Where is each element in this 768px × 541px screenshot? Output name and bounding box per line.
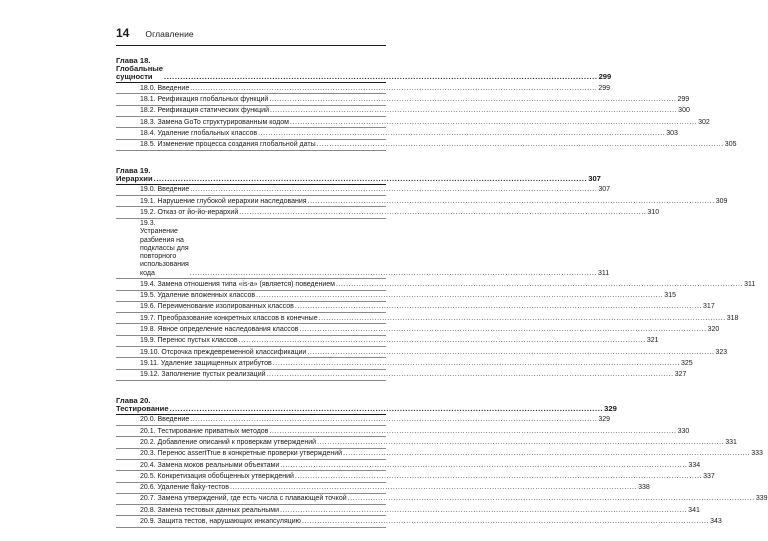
entry-label: 19.5. Удаление вложенных классов bbox=[140, 292, 256, 300]
toc-entry[interactable] bbox=[116, 426, 690, 437]
entry-label bbox=[140, 220, 189, 277]
entry-page: 299 bbox=[677, 96, 690, 103]
leader-dots bbox=[317, 439, 724, 447]
leader-dots bbox=[267, 371, 674, 379]
entry-page: 325 bbox=[680, 359, 693, 367]
leader-dots bbox=[280, 507, 687, 515]
leader-dots bbox=[258, 130, 665, 138]
entry-page: 303 bbox=[666, 129, 678, 137]
toc-entry[interactable] bbox=[116, 505, 700, 516]
leader-dots bbox=[154, 175, 588, 183]
leader-dots bbox=[230, 484, 637, 492]
entry-label: 18.0. Введение bbox=[140, 84, 190, 92]
chapter-20 bbox=[116, 394, 768, 528]
entry-page: 343 bbox=[710, 518, 722, 526]
chapter-page: 299 bbox=[598, 72, 612, 82]
toc-entry[interactable] bbox=[116, 196, 728, 207]
toc-entry[interactable] bbox=[116, 483, 650, 494]
leader-dots bbox=[336, 281, 743, 289]
leader-dots bbox=[256, 292, 663, 300]
entry-label: 20.9. Защита тестов, нарушающих инкапсуляцию bbox=[140, 518, 301, 526]
leader-dots bbox=[308, 198, 715, 206]
toc-entry[interactable] bbox=[116, 207, 660, 218]
entry-label: 19.4. Замена отношения типа «is-a» (является) поведением bbox=[140, 280, 335, 288]
entry-label: 19.8. Явное определение наследования классов bbox=[140, 325, 299, 333]
toc-entry[interactable] bbox=[116, 358, 693, 369]
toc-entry[interactable] bbox=[116, 302, 715, 313]
toc-entry[interactable] bbox=[116, 415, 611, 426]
leader-dots bbox=[170, 405, 604, 413]
leader-dots bbox=[270, 107, 677, 115]
entry-label: 20.1. Тестирование приватных методов bbox=[140, 427, 269, 435]
leader-dots bbox=[190, 416, 597, 424]
table-of-contents bbox=[116, 54, 768, 541]
entry-page: 330 bbox=[677, 427, 690, 435]
leader-dots bbox=[164, 73, 598, 81]
leader-dots bbox=[317, 141, 724, 149]
entry-label: 19.12. Заполнение пустых реализаций bbox=[140, 371, 266, 379]
leader-dots bbox=[295, 303, 702, 311]
toc-entry[interactable] bbox=[116, 324, 720, 335]
entry-label: 19.11. Удаление защищенных атрибутов bbox=[140, 359, 272, 367]
entry-page: 300 bbox=[678, 107, 690, 115]
entry-label: 18.4. Удаление глобальных классов bbox=[140, 129, 258, 137]
entry-label: 20.4. Замена моков реальными объектами bbox=[140, 461, 280, 469]
entry-page: 302 bbox=[698, 118, 710, 126]
entry-page: 311 bbox=[597, 269, 610, 277]
entry-label: 19.9. Перенос пустых классов bbox=[140, 337, 238, 345]
chapter-19 bbox=[116, 164, 756, 381]
leader-dots bbox=[290, 119, 697, 127]
toc-entry[interactable] bbox=[116, 437, 737, 448]
toc-entry[interactable] bbox=[116, 449, 763, 460]
leader-dots bbox=[190, 85, 597, 93]
chapter-heading[interactable] bbox=[116, 394, 617, 415]
entry-page: 327 bbox=[674, 371, 687, 379]
entry-label-line-1: 19.3. Устранение разбиения на подклассы для повторного bbox=[140, 220, 189, 261]
leader-dots bbox=[269, 96, 676, 104]
entry-page: 309 bbox=[715, 197, 728, 205]
entry-label-line-2: использования кода bbox=[140, 261, 189, 277]
toc-entry[interactable] bbox=[116, 117, 710, 128]
toc-entry[interactable] bbox=[116, 370, 687, 381]
entry-label: 20.0. Введение bbox=[140, 416, 190, 424]
entry-label: 19.10. Отсрочка преждевременной классификации bbox=[140, 348, 307, 356]
entry-page: 341 bbox=[688, 506, 700, 514]
entry-page: 333 bbox=[751, 450, 763, 458]
chapter-title: Глава 18. Глобальные сущности bbox=[116, 56, 163, 82]
entry-label: 19.1. Нарушение глубокой иерархии наследования bbox=[140, 197, 307, 205]
toc-entry[interactable] bbox=[116, 83, 611, 94]
entry-page: 338 bbox=[638, 484, 650, 492]
entry-page: 334 bbox=[688, 461, 701, 469]
toc-entry[interactable] bbox=[116, 185, 611, 196]
entry-page: 320 bbox=[707, 325, 720, 333]
leader-dots bbox=[239, 337, 646, 345]
page-number: 14 bbox=[116, 26, 130, 40]
entry-page: 299 bbox=[598, 84, 611, 92]
entry-label: 20.6. Удаление flaky-тестов bbox=[140, 484, 229, 492]
entry-page: 315 bbox=[664, 292, 676, 300]
entry-label: 20.5. Конкретизация обобщенных утверждений bbox=[140, 472, 294, 480]
entry-label: 18.3. Замена GoTo структурированным кодом bbox=[140, 118, 289, 126]
chapter-heading[interactable] bbox=[116, 164, 601, 185]
toc-entry[interactable] bbox=[116, 516, 722, 527]
entry-page: 321 bbox=[646, 337, 659, 345]
page-header bbox=[116, 26, 386, 46]
toc-entry[interactable] bbox=[116, 494, 768, 505]
toc-entry[interactable] bbox=[116, 291, 676, 302]
toc-entry[interactable] bbox=[116, 347, 728, 358]
leader-dots bbox=[295, 473, 702, 481]
running-title: Оглавление bbox=[145, 29, 194, 39]
leader-dots bbox=[273, 360, 680, 368]
chapter-page: 307 bbox=[588, 174, 601, 184]
leader-dots bbox=[299, 326, 706, 334]
toc-entry[interactable] bbox=[116, 219, 610, 280]
chapter-heading[interactable] bbox=[116, 54, 612, 83]
entry-label: 19.0. Введение bbox=[140, 186, 190, 194]
entry-label: 20.7. Замена утверждений, где есть числа с плавающей точкой bbox=[140, 495, 347, 503]
entry-label: 20.8. Замена тестовых данных реальными bbox=[140, 506, 279, 514]
leader-dots bbox=[307, 349, 714, 357]
entry-label: 18.5. Изменение процесса создания глобальной даты bbox=[140, 141, 316, 149]
chapter-title: Глава 19. Иерархии bbox=[116, 165, 153, 184]
leader-dots bbox=[302, 518, 709, 526]
entry-page: 337 bbox=[703, 472, 715, 480]
entry-label: 19.6. Переименование изолированных классов bbox=[140, 303, 294, 311]
toc-entry[interactable] bbox=[116, 336, 659, 347]
entry-page: 307 bbox=[598, 186, 611, 194]
entry-label: 20.2. Добавление описаний к проверкам утверждений bbox=[140, 438, 317, 446]
chapter-18 bbox=[116, 54, 737, 151]
entry-page: 331 bbox=[725, 438, 737, 446]
toc-entry[interactable] bbox=[116, 460, 701, 471]
entry-page: 310 bbox=[647, 208, 660, 216]
entry-label: 20.3. Перенос assertTrue в конкретные проверки утверждений bbox=[140, 450, 343, 458]
leader-dots bbox=[239, 209, 646, 217]
entry-page: 323 bbox=[715, 348, 728, 356]
leader-dots bbox=[190, 186, 597, 194]
toc-entry[interactable] bbox=[116, 106, 690, 117]
toc-entry[interactable] bbox=[116, 94, 690, 105]
chapter-page: 329 bbox=[604, 404, 617, 414]
entry-page: 329 bbox=[598, 416, 611, 424]
toc-entry[interactable] bbox=[116, 279, 756, 290]
entry-label: 19.7. Преобразование конкретных классов в конечные bbox=[140, 314, 318, 322]
toc-entry[interactable] bbox=[116, 140, 737, 151]
toc-entry[interactable] bbox=[116, 471, 715, 482]
entry-page: 311 bbox=[744, 280, 756, 288]
leader-dots bbox=[190, 270, 597, 278]
entry-page: 317 bbox=[703, 303, 715, 311]
leader-dots bbox=[269, 428, 676, 436]
leader-dots bbox=[343, 450, 750, 458]
leader-dots bbox=[280, 462, 687, 470]
toc-entry[interactable] bbox=[116, 128, 678, 139]
entry-label: 18.1. Реификация глобальных функций bbox=[140, 96, 269, 103]
toc-entry[interactable] bbox=[116, 313, 739, 324]
entry-label: 19.2. Отказ от йо-йо-иерархий bbox=[140, 208, 239, 216]
leader-dots bbox=[348, 495, 755, 503]
entry-page: 339 bbox=[755, 495, 768, 503]
entry-label: 18.2. Реификация статических функций bbox=[140, 107, 269, 115]
entry-page: 318 bbox=[726, 314, 739, 322]
entry-page: 305 bbox=[724, 141, 737, 149]
leader-dots bbox=[319, 315, 726, 323]
chapter-title: Глава 20. Тестирование bbox=[116, 395, 169, 414]
